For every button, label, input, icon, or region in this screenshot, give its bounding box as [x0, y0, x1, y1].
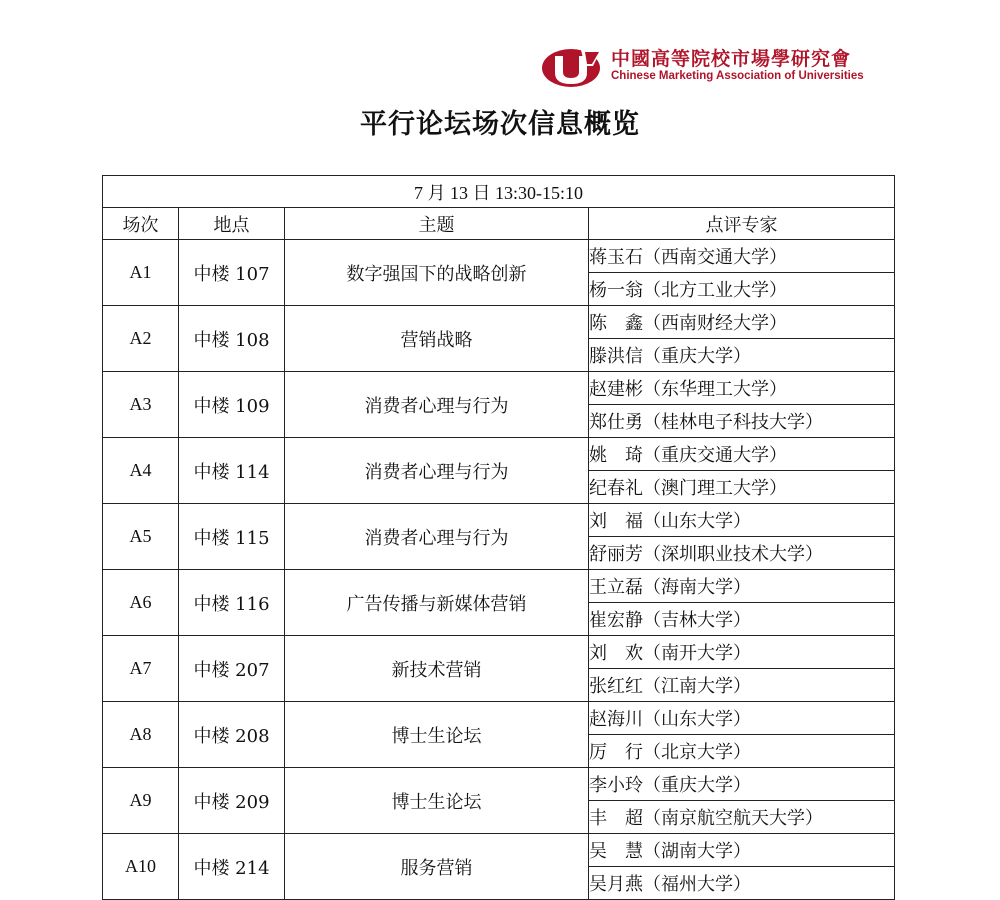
session-location: 中楼 208 [179, 702, 285, 768]
reviewer-expert: 李小玲（重庆大学） [589, 768, 895, 801]
reviewer-expert: 赵海川（山东大学） [589, 702, 895, 735]
table-row [103, 768, 895, 801]
reviewer-expert: 舒丽芳（深圳职业技术大学） [589, 537, 895, 570]
table-row [103, 372, 895, 405]
session-code: A5 [103, 504, 179, 570]
session-code: A1 [103, 240, 179, 306]
session-topic: 消费者心理与行为 [285, 438, 589, 504]
reviewer-expert: 郑仕勇（桂林电子科技大学） [589, 405, 895, 438]
table-row [103, 636, 895, 669]
reviewer-expert: 丰 超（南京航空航天大学） [589, 801, 895, 834]
session-location: 中楼 107 [179, 240, 285, 306]
session-topic: 博士生论坛 [285, 702, 589, 768]
session-topic: 博士生论坛 [285, 768, 589, 834]
table-row [103, 306, 895, 339]
session-location: 中楼 108 [179, 306, 285, 372]
reviewer-expert: 张红红（江南大学） [589, 669, 895, 702]
logo-english-text: Chinese Marketing Association of Universities [611, 70, 864, 82]
session-location: 中楼 116 [179, 570, 285, 636]
reviewer-expert: 崔宏静（吉林大学） [589, 603, 895, 636]
table-row [103, 834, 895, 867]
cmau-logo-icon [541, 44, 605, 88]
reviewer-expert: 蒋玉石（西南交通大学） [589, 240, 895, 273]
session-code: A3 [103, 372, 179, 438]
reviewer-expert: 吴 慧（湖南大学） [589, 834, 895, 867]
session-location: 中楼 109 [179, 372, 285, 438]
forum-schedule-table [102, 175, 895, 900]
session-code: A10 [103, 834, 179, 900]
logo-chinese-text: 中國高等院校市場學研究會 [611, 48, 852, 70]
session-location: 中楼 115 [179, 504, 285, 570]
reviewer-expert: 滕洪信（重庆大学） [589, 339, 895, 372]
session-code: A9 [103, 768, 179, 834]
session-topic: 服务营销 [285, 834, 589, 900]
reviewer-expert: 姚 琦（重庆交通大学） [589, 438, 895, 471]
reviewer-expert: 纪春礼（澳门理工大学） [589, 471, 895, 504]
table-body [103, 240, 895, 900]
page-title: 平行论坛场次信息概览 [360, 109, 640, 140]
session-location: 中楼 214 [179, 834, 285, 900]
session-topic: 消费者心理与行为 [285, 372, 589, 438]
association-logo [541, 42, 891, 92]
table-row [103, 240, 895, 273]
reviewer-expert: 陈 鑫（西南财经大学） [589, 306, 895, 339]
table-row [103, 504, 895, 537]
reviewer-expert: 刘 福（山东大学） [589, 504, 895, 537]
column-header-session: 场次 [103, 208, 179, 240]
session-code: A4 [103, 438, 179, 504]
reviewer-expert: 厉 行（北京大学） [589, 735, 895, 768]
table-row [103, 702, 895, 735]
session-topic: 消费者心理与行为 [285, 504, 589, 570]
session-location: 中楼 114 [179, 438, 285, 504]
table-row [103, 438, 895, 471]
session-topic: 数字强国下的战略创新 [285, 240, 589, 306]
column-header-topic: 主题 [285, 208, 589, 240]
column-header-experts: 点评专家 [589, 208, 895, 240]
table-row [103, 570, 895, 603]
session-location: 中楼 207 [179, 636, 285, 702]
session-code: A7 [103, 636, 179, 702]
session-code: A2 [103, 306, 179, 372]
reviewer-expert: 杨一翁（北方工业大学） [589, 273, 895, 306]
session-code: A6 [103, 570, 179, 636]
session-code: A8 [103, 702, 179, 768]
reviewer-expert: 王立磊（海南大学） [589, 570, 895, 603]
session-topic: 新技术营销 [285, 636, 589, 702]
reviewer-expert: 赵建彬（东华理工大学） [589, 372, 895, 405]
session-topic: 广告传播与新媒体营销 [285, 570, 589, 636]
reviewer-expert: 刘 欢（南开大学） [589, 636, 895, 669]
session-date-time: 7 月 13 日 13:30-15:10 [103, 176, 895, 208]
column-header-location: 地点 [179, 208, 285, 240]
session-location: 中楼 209 [179, 768, 285, 834]
reviewer-expert: 吴月燕（福州大学） [589, 867, 895, 900]
session-topic: 营销战略 [285, 306, 589, 372]
